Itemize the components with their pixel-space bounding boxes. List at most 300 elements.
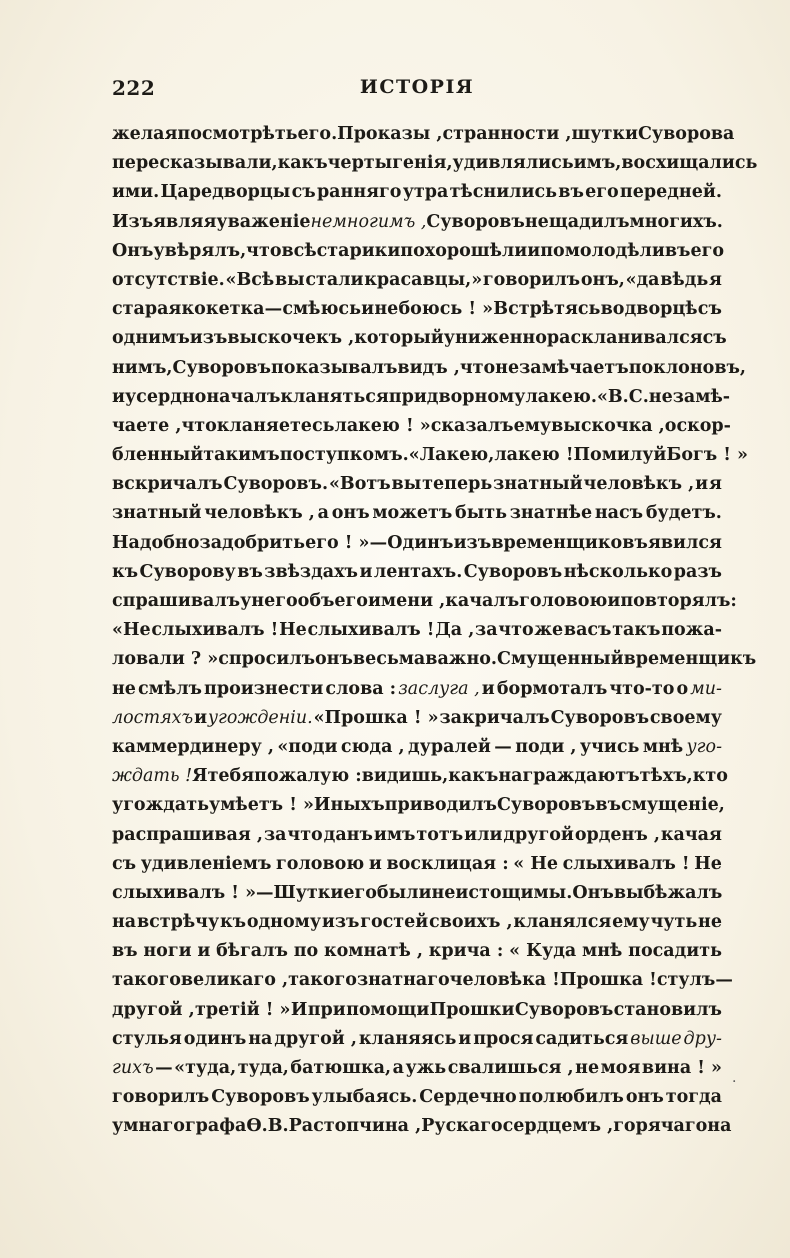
word: смѣюсь (282, 299, 361, 320)
word: угождать (112, 795, 209, 816)
word: не (575, 1058, 600, 1078)
body-text (112, 120, 758, 1142)
word: красавцы,» (364, 269, 483, 290)
word: человѣкъ , (583, 474, 695, 495)
word: что (246, 240, 282, 261)
word: посадить (628, 941, 722, 962)
word: дворцѣ (624, 299, 698, 320)
word: такъ (612, 620, 661, 641)
text-line (112, 470, 722, 499)
text-line (112, 120, 735, 149)
word: были (376, 882, 432, 903)
word: ждать ! (112, 766, 193, 787)
word: что (498, 620, 534, 641)
word: повторялъ: (620, 591, 737, 611)
word: В. (267, 1116, 289, 1137)
text-line (112, 499, 722, 528)
word: лакею. (525, 386, 597, 407)
text-line (112, 821, 722, 850)
word: слыхивалъ ! (151, 620, 279, 641)
word: «Вотъ (328, 474, 391, 495)
word: «Не (112, 620, 151, 641)
word: раскланивался (546, 328, 703, 349)
word: Помилуй (573, 445, 667, 466)
text-line (112, 616, 722, 645)
word: о (676, 678, 689, 699)
word: Ѳ. (246, 1116, 268, 1137)
word: «поди (277, 736, 338, 757)
word: « Куда (509, 941, 577, 962)
word: головою (519, 591, 608, 611)
word: утра (402, 182, 449, 203)
word: желая (112, 124, 178, 144)
word: тѣхъ, (639, 766, 693, 787)
text-line (112, 208, 722, 237)
word: качалъ (445, 591, 520, 611)
word: приводилъ (384, 795, 497, 816)
word: въ (558, 182, 584, 203)
word: тогда (665, 1087, 722, 1108)
word: другой , (274, 1028, 357, 1049)
word: смѣлъ (138, 678, 202, 699)
print-mark: · (732, 1074, 737, 1090)
word: къ (219, 912, 247, 933)
word: «Всѣ (225, 269, 275, 290)
word: замѣчаетъ (519, 357, 629, 378)
word: бленный (112, 445, 204, 466)
word: униженно (443, 328, 547, 349)
text-line (112, 1054, 722, 1083)
word: — (715, 970, 733, 991)
word: горячаго (613, 1116, 708, 1137)
text-line (112, 1025, 722, 1054)
word: « Не (513, 853, 558, 874)
word: какъ (448, 766, 499, 787)
text-line (112, 295, 722, 324)
word: съ (112, 853, 137, 874)
word: одному (246, 912, 322, 933)
word: боюсь ! » (398, 299, 494, 320)
word: Суворовъ (496, 795, 596, 816)
word: всѣ (281, 240, 317, 261)
word: выбѣжалъ (613, 882, 723, 903)
word: гостей (360, 912, 429, 933)
word: такого (112, 970, 181, 991)
word: выскочекъ , (227, 328, 355, 349)
word: ими. (112, 182, 160, 203)
word: прося (473, 1028, 534, 1049)
word: помолодѣли (540, 240, 665, 261)
word: я (709, 269, 722, 290)
word: вы (274, 269, 305, 290)
text-line (112, 354, 746, 383)
text-line (112, 441, 748, 470)
word: сердцемъ , (502, 1116, 614, 1137)
word: ми- (690, 678, 722, 699)
word: который (354, 328, 444, 349)
word: изъ (321, 912, 360, 933)
word: комнатѣ , (323, 941, 423, 962)
word: Я (192, 766, 208, 787)
word: его (343, 882, 377, 903)
word: Богъ ! » (666, 445, 748, 466)
word: Царедворцы (160, 182, 291, 203)
text-line (112, 762, 728, 791)
word: уго- (686, 736, 722, 757)
word: поступкомъ. (279, 445, 409, 466)
word: весьма (352, 649, 426, 670)
word: и (194, 707, 208, 728)
word: Суворовъ. (223, 474, 329, 495)
word: а (317, 503, 329, 524)
word: — (256, 882, 274, 903)
word: имени , (367, 591, 446, 611)
word: — (155, 1058, 173, 1078)
text-line (112, 529, 722, 558)
word: вина ! » (641, 1058, 722, 1078)
word: васъ (563, 620, 612, 641)
word: удивлялись (452, 153, 574, 174)
word: заслуга , (398, 678, 480, 699)
word: и (112, 386, 125, 407)
word: пожалую : (254, 766, 362, 787)
word: похорошѣли (400, 240, 528, 261)
word: восклицая : (386, 853, 509, 874)
text-line (112, 704, 722, 733)
word: временщикъ (623, 649, 757, 670)
word: стали (305, 269, 364, 290)
word: Онъ (112, 240, 154, 261)
word: за (475, 620, 498, 641)
word: его ! » (305, 532, 370, 553)
word: поклоновъ, (628, 357, 746, 378)
word: я (708, 474, 722, 495)
word: Суворовъ (463, 561, 563, 582)
word: съ (291, 182, 316, 203)
word: Суворовъ (211, 1087, 310, 1108)
text-line (112, 937, 722, 966)
word: немногимъ , (310, 211, 427, 232)
word: имъ (373, 824, 416, 845)
word: слова : (325, 678, 397, 699)
word: лостяхъ (112, 707, 194, 728)
word: батюшка, (290, 1058, 392, 1078)
word: восхищались (621, 153, 758, 174)
word: «туда, (174, 1058, 237, 1078)
text-line (112, 850, 722, 879)
word: знатный (493, 474, 583, 495)
word: не (495, 357, 520, 378)
word: — (264, 299, 283, 320)
word: награждаютъ (498, 766, 640, 787)
word: Суворову (139, 561, 236, 582)
word: по (293, 941, 319, 962)
word: черты (327, 153, 393, 174)
word: на (248, 1028, 273, 1049)
word: у (240, 591, 252, 611)
word: говорилъ (112, 1087, 210, 1108)
word: за (263, 824, 287, 845)
word: ему (513, 415, 552, 436)
word: онъ, (580, 269, 625, 290)
word: передней. (619, 182, 722, 203)
word: кланяться (280, 386, 389, 407)
word: человѣкъ , (204, 503, 315, 524)
text-line (112, 966, 733, 995)
word: Проказы , (337, 124, 443, 144)
word: на (707, 1116, 732, 1137)
word: стулъ (656, 970, 716, 991)
word: Растопчина , (288, 1116, 422, 1137)
word: не (524, 211, 549, 232)
word: же (534, 620, 564, 641)
word: однимъ (112, 328, 190, 349)
word: Сердечно (419, 1087, 517, 1108)
word: Изъявляя (112, 211, 217, 232)
word: въ (595, 795, 621, 816)
word: не (648, 386, 673, 407)
text-line (112, 645, 757, 674)
word: крича : (428, 941, 504, 962)
word: качая (660, 824, 722, 845)
word: слыхивалъ ! (307, 620, 435, 641)
word: него (251, 591, 298, 611)
word: третій ! » (195, 999, 291, 1020)
word: Не (279, 620, 307, 641)
word: не (698, 912, 722, 933)
word: кланяетесь (216, 415, 335, 436)
word: помощи (346, 999, 430, 1020)
word: выскочка , (551, 415, 665, 436)
word: дру- (683, 1028, 722, 1049)
word: что (459, 357, 496, 378)
word: къ (112, 561, 139, 582)
word: при (307, 999, 346, 1020)
word: становилъ (613, 999, 722, 1020)
word: Онъ (572, 882, 614, 903)
word: человѣка ! (449, 970, 560, 991)
word: лентахъ. (373, 561, 463, 582)
word: его. (297, 124, 338, 144)
word: увѣрялъ, (153, 240, 247, 261)
word: Встрѣтясь (493, 299, 601, 320)
word: Суворовъ (550, 707, 650, 728)
word: бѣгалъ (216, 941, 288, 962)
word: а (392, 1058, 404, 1078)
text-line (112, 178, 722, 207)
word: что-то (609, 678, 675, 699)
text-line (112, 237, 722, 266)
word: чуть (650, 912, 698, 933)
word: посмотрѣть (177, 124, 298, 144)
word: Не (694, 853, 722, 874)
word: удивленіемъ (140, 853, 272, 874)
word: ужь (405, 1058, 447, 1078)
word: чаете , (112, 415, 182, 436)
word: въ (664, 240, 691, 261)
text-line (112, 1112, 732, 1141)
word: неистощимы. (431, 882, 573, 903)
word: Рускаго (421, 1116, 503, 1137)
word: знатный (112, 503, 202, 524)
page-number: 222 (112, 76, 156, 100)
word: щадилъ (548, 211, 630, 232)
word: Смущенный (497, 649, 624, 670)
word: вѣдь (660, 269, 709, 290)
word: свалишься , (447, 1058, 574, 1078)
word: на (112, 912, 137, 933)
word: и (607, 591, 621, 611)
word: пожа- (661, 620, 722, 641)
word: изъ (453, 532, 492, 553)
word: объ (297, 591, 335, 611)
word: встрѣчу (136, 912, 220, 933)
word: задобрить (199, 532, 305, 553)
text-line (112, 383, 731, 412)
word: выше (630, 1028, 682, 1049)
word: тебя (207, 766, 255, 787)
word: и (359, 561, 373, 582)
word: во (600, 299, 625, 320)
word: головою (276, 853, 365, 874)
word: знатнѣе (509, 503, 593, 524)
word: Да , (435, 620, 475, 641)
word: угожденіи. (207, 707, 313, 728)
text-line (112, 324, 727, 353)
word: лакею ! (494, 445, 574, 466)
word: оскор- (664, 415, 731, 436)
word: спрашивалъ (112, 591, 241, 611)
word: Надобно (112, 532, 200, 553)
word: шутки (571, 124, 638, 144)
word: старики (316, 240, 401, 261)
text-line (112, 149, 758, 178)
word: Шутки (273, 882, 344, 903)
word: данъ (323, 824, 373, 845)
text-line (112, 558, 722, 587)
word: въ (237, 561, 263, 582)
word: Суворовъ (426, 211, 525, 232)
page-header (112, 76, 722, 104)
word: и (368, 853, 382, 874)
word: изъ (189, 328, 228, 349)
word: сказалъ (430, 415, 514, 436)
text-line (112, 791, 725, 820)
word: его (585, 182, 619, 203)
word: мнѣ (642, 736, 684, 757)
word: дуралей (408, 736, 491, 757)
running-head: ИСТОРІЯ (359, 76, 475, 98)
word: лакею ! » (334, 415, 431, 436)
text-line (112, 1083, 722, 1112)
word: учись (579, 736, 640, 757)
word: «Прошка ! » (313, 707, 439, 728)
word: каммердинеру , (112, 736, 274, 757)
word: моя (600, 1058, 641, 1078)
word: отсутствіе. (112, 269, 225, 290)
word: съ (697, 299, 722, 320)
text-line (112, 675, 722, 704)
text-line (112, 879, 722, 908)
word: такого (288, 970, 357, 991)
word: видишь, (361, 766, 449, 787)
word: что (287, 824, 323, 845)
word: смущеніе, (621, 795, 725, 816)
word: сюда , (340, 736, 405, 757)
word: кланяясь (358, 1028, 457, 1049)
word: ему (612, 912, 650, 933)
text-line (112, 908, 722, 937)
word: и (481, 678, 495, 699)
word: можетъ (372, 503, 453, 524)
word: разъ (673, 561, 722, 582)
word: туда, (237, 1058, 289, 1078)
word: ноги (143, 941, 192, 962)
text-line (112, 266, 722, 295)
word: Одинъ (387, 532, 454, 553)
text-line (112, 733, 722, 762)
word: и (695, 474, 709, 495)
word: теперь (422, 474, 493, 495)
word: кланялся (513, 912, 612, 933)
word: его (690, 240, 724, 261)
word: С. (628, 386, 649, 407)
word: улыбаясь. (311, 1087, 418, 1108)
word: не (112, 678, 136, 699)
word: — (494, 736, 512, 757)
word: онъ (315, 649, 353, 670)
word: умѣетъ ! » (209, 795, 314, 816)
word: Прошки (429, 999, 515, 1020)
word: своему (649, 707, 722, 728)
word: будетъ. (645, 503, 722, 524)
word: ловали ? » (112, 649, 219, 670)
word: кто (692, 766, 728, 787)
word: странности , (442, 124, 572, 144)
word: временщиковъ (491, 532, 648, 553)
word: важно. (425, 649, 498, 670)
word: и (527, 240, 541, 261)
word: нѣсколько (563, 561, 673, 582)
word: въ (112, 941, 138, 962)
word: его (334, 591, 368, 611)
word: Суворова (638, 124, 735, 144)
word: явился (647, 532, 722, 553)
word: съ (702, 328, 727, 349)
word: вскричалъ (112, 474, 223, 495)
word: насъ (594, 503, 644, 524)
word: не (374, 299, 399, 320)
word: знатнаго (356, 970, 450, 991)
word: распрашивая , (112, 824, 264, 845)
word: И (290, 999, 308, 1020)
word: многихъ. (629, 211, 723, 232)
word: умнаго (112, 1116, 185, 1137)
word: Иныхъ (313, 795, 385, 816)
word: кокетка (181, 299, 265, 320)
word: вы (391, 474, 422, 495)
word: показывалъ (270, 357, 398, 378)
word: замѣ- (672, 386, 731, 407)
word: слыхивалъ ! » (112, 882, 257, 903)
word: одинъ (183, 1028, 247, 1049)
word: другой (503, 824, 574, 845)
word: другой , (112, 999, 195, 1020)
word: генія, (392, 153, 453, 174)
word: уваженіе (216, 211, 311, 232)
word: видъ , (397, 357, 460, 378)
word: началъ (206, 386, 281, 407)
